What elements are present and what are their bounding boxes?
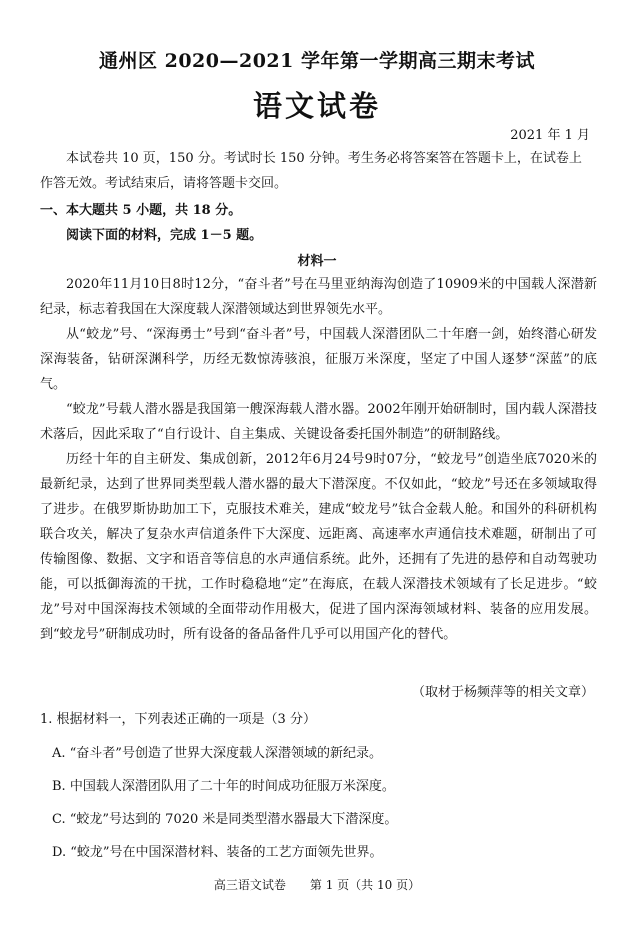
page-footer: 高三语文试卷 第 1 页（共 10 页） [213, 878, 421, 892]
instruction-line-2: 作答无效。考试结束后，请将答题卡交回。 [40, 176, 288, 191]
option-d: D. “蛟龙”号在中国深潜材料、装备的工艺方面领先世界。 [52, 845, 383, 860]
option-c: C. “蛟龙”号达到的 7020 米是同类型潜水器最大下潜深度。 [52, 812, 398, 827]
section-heading: 一、本大题共 5 小题，共 18 分。 [40, 203, 242, 218]
material-paragraph: 从“蛟龙”号、“深海勇士”号到“奋斗者”号，中国载人深潜团队二十年磨一剑，始终潜心研发深海装备，钻研深渊科学，历经无数惊涛骇浪，征服万米深度，坚定了中国人逐梦“深蓝”的底气。 [40, 327, 597, 392]
material-paragraph: “蛟龙”号载人潜水器是我国第一艘深海载人潜水器。2002年刚开始研制时，国内载人深潜技术落后，因此采取了“自行设计、自主集成、关键设备委托国外制造”的研制路线。 [40, 402, 597, 442]
exam-title: 通州区 2020—2021 学年第一学期高三期末考试 [99, 50, 535, 72]
material-text [40, 272, 597, 647]
option-b: B. 中国载人深潜团队用了二十年的时间成功征服万米深度。 [52, 779, 395, 794]
material-title: 材料一 [297, 254, 337, 269]
material-paragraph: 2020年11月10日8时12分，“奋斗者”号在马里亚纳海沟创造了10909米的中国载人深潜新纪录，标志着我国在大深度载人深潜领域达到世界领先水平。 [40, 277, 597, 317]
instruction-line-1: 本试卷共 10 页，150 分。考试时长 150 分钟。考生务必将答案答在答题卡上，在试卷上 [66, 151, 582, 166]
question-stem: 1. 根据材料一，下列表述正确的一项是（3 分） [40, 712, 316, 727]
exam-date: 2021 年 1 月 [510, 128, 590, 143]
section-prompt: 阅读下面的材料，完成 1－5 题。 [66, 228, 263, 243]
option-a: A. “奋斗者”号创造了世界大深度载人深潜领域的新纪录。 [52, 746, 382, 761]
exam-subject-title: 语文试卷 [252, 89, 381, 123]
instructions [40, 146, 597, 196]
material-source: （取材于杨频萍等的相关文章） [411, 685, 594, 700]
material-paragraph: 历经十年的自主研发、集成创新，2012年6月24号9时07分，“蛟龙号”创造坐底7020米的最新纪录，达到了世界同类型载人潜水器的最大下潜深度。不仅如此，“蛟龙”号还在多领域取得了进步。在俄罗斯协助加工下，克服技术难关，建成“蛟龙号”钛合金载人舱。和国外的科研机构联合攻关，解决了复杂水声信道条件下大深度、远距离、高速率水声通信技术难题，研制出了可传输图像、数据、文字和语音等信息的水声通信系统。此外，还拥有了先进的悬停和自动驾驶功能，可以抵御海流的干扰，工作时稳稳地“定”在海底，在载人深潜技术领域有了长足进步。“蛟龙”号对中国深海技术领域的全面带动作用极大，促进了国内深海领域材料、装备的应用发展。到“蛟龙号”研制成功时，所有设备的备品备件几乎可以用国产化的替代。 [40, 452, 597, 642]
